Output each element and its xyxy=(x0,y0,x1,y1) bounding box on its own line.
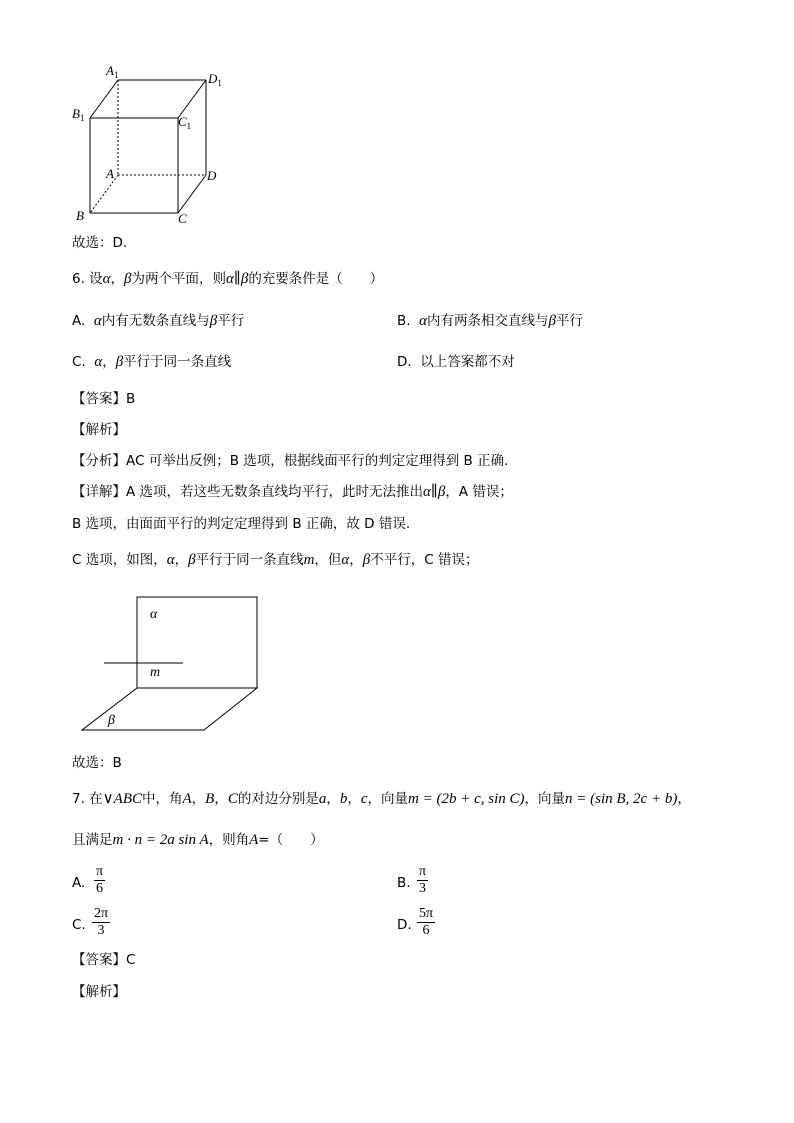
line-m-label: m xyxy=(150,665,161,680)
q7-stem-line1: 7. 在∨ABC中，角A，B，C的对边分别是a，b，c，向量m = (2b + c, sin C)，向量n = (sin B, 2c + b)， xyxy=(72,791,691,807)
q6-option-c: C. α，β平行于同一条直线 xyxy=(72,354,232,370)
q7-analysis-tag: 【解析】 xyxy=(72,984,126,1000)
q6-answer-line: 故选：B xyxy=(72,755,122,771)
q7-stem-line2: 且满足m · n = 2a sin A，则角A=（ ） xyxy=(72,832,324,848)
label-d: D xyxy=(207,168,217,183)
q7-option-d-fraction: $\frac{5\pi}{6}$ xyxy=(419,906,434,938)
q7-option-d-label: D. xyxy=(397,917,412,933)
label-b: B xyxy=(76,208,84,223)
cube-figure xyxy=(68,60,238,230)
q7-option-a-label: A. xyxy=(72,875,86,891)
label-c1: $C_1$ xyxy=(178,114,192,131)
q7-option-b-label: B. xyxy=(397,875,411,891)
q6-xiangjie-1: 【详解】A 选项，若这些无数条直线均平行，此时无法推出α∥β，A 错误； xyxy=(72,484,513,500)
label-b1: $B_1$ xyxy=(72,106,85,123)
planes-figure xyxy=(78,592,268,737)
plane-beta-label: β xyxy=(108,713,115,728)
q6-option-a: A. α内有无数条直线与β平行 xyxy=(72,313,245,329)
q6-xiangjie-3: C 选项，如图，α，β平行于同一条直线m，但α，β不平行，C 错误； xyxy=(72,552,479,568)
q6-xiangjie-2: B 选项，由面面平行的判定定理得到 B 正确，故 D 错误. xyxy=(72,516,411,532)
q5-answer-line: 故选：D. xyxy=(72,235,128,251)
q6-option-b: B. α内有两条相交直线与β平行 xyxy=(397,313,584,329)
q7-option-b-fraction: $\frac{\pi}{3}$ xyxy=(419,864,427,896)
plane-alpha-label: α xyxy=(150,607,158,622)
q6-fenxi: 【分析】AC 可举出反例；B 选项，根据线面平行的判定定理得到 B 正确. xyxy=(72,453,509,469)
label-a: A xyxy=(106,166,114,181)
q7-option-c-fraction: $\frac{2\pi}{3}$ xyxy=(94,906,109,938)
q7-option-a-fraction: $\frac{\pi}{6}$ xyxy=(96,864,104,896)
q6-answer: 【答案】B xyxy=(72,391,136,407)
q6-analysis-tag: 【解析】 xyxy=(72,422,126,438)
label-d1: $D_1$ xyxy=(208,71,222,88)
q6-option-d: D. 以上答案都不对 xyxy=(397,354,515,370)
q7-answer: 【答案】C xyxy=(72,952,136,968)
label-a1: $A_1$ xyxy=(106,63,119,80)
q7-option-c-label: C. xyxy=(72,917,86,933)
q6-stem: 6. 设α，β为两个平面，则α∥β的充要条件是（ ） xyxy=(72,271,384,287)
label-c: C xyxy=(178,211,187,226)
